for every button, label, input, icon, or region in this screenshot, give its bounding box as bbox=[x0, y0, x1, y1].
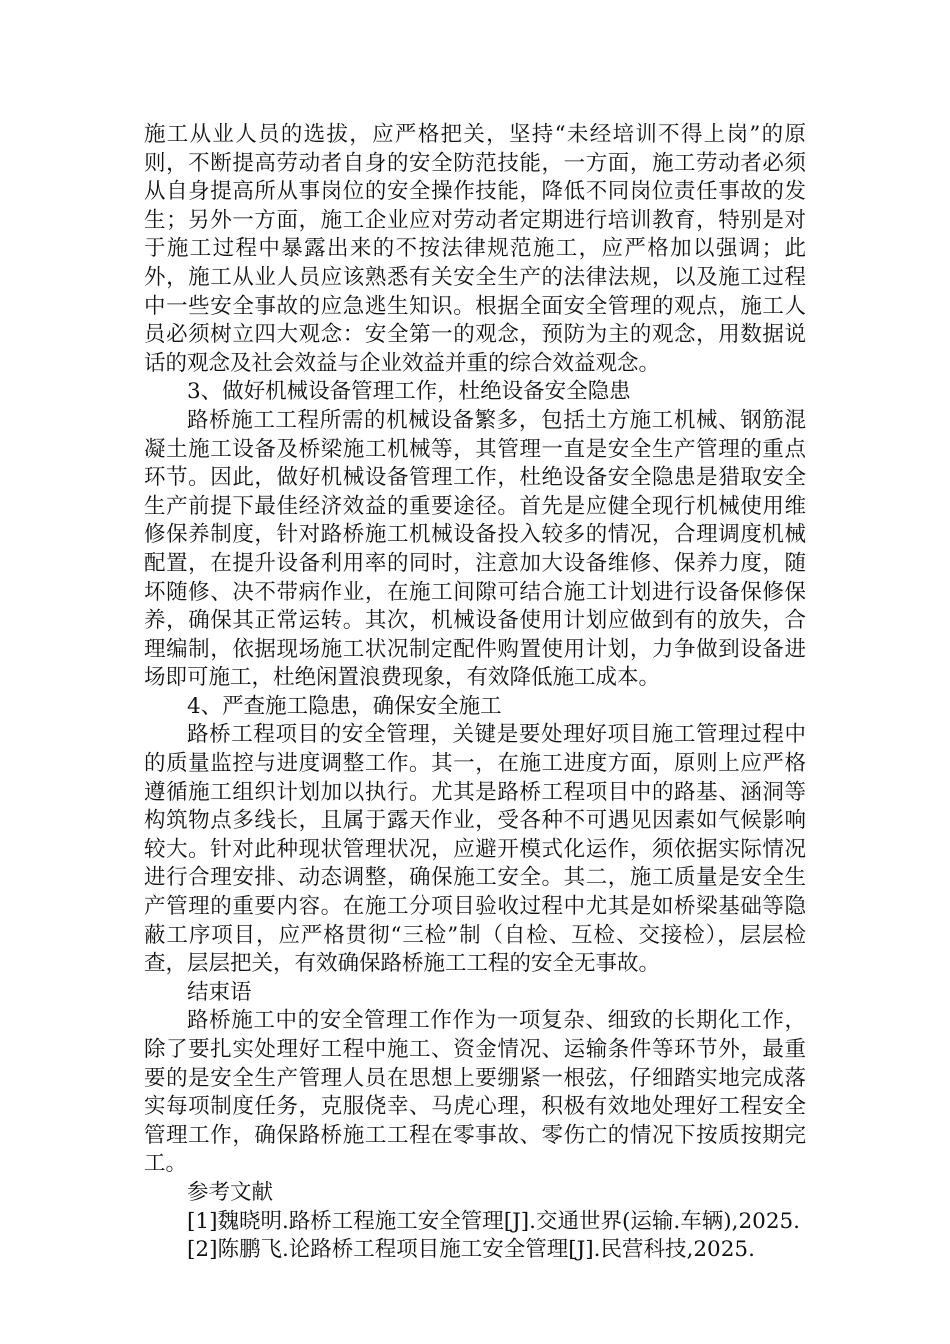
paragraph-training: 施工从业人员的选拔，应严格把关，坚持“未经培训不得上岗”的原则，不断提高劳动者自身的安全防范技能，一方面，施工劳动者必须从自身提高所从事岗位的安全操作技能，降低不同岗位责任事故的发生；另外一方面，施工企业应对劳动者定期进行培训教育，特别是对于施工过程中暴露出来的不按法律规范施工，应严格加以强调；此外，施工从业人员应该熟悉有关安全生产的法律法规，以及施工过程中一些安全事故的应急逃生知识。根据全面安全管理的观点，施工人员必须树立四大观念：安全第一的观念，预防为主的观念，用数据说话的观念及社会效益与企业效益并重的综合效益观念。 bbox=[144, 122, 806, 376]
document-page bbox=[144, 121, 806, 1265]
heading-references: 参考文献 bbox=[187, 1179, 274, 1205]
heading-machinery: 3、做好机械设备管理工作，杜绝设备安全隐患 bbox=[187, 379, 631, 405]
heading-hazards: 4、严查施工隐患，确保安全施工 bbox=[187, 693, 502, 719]
paragraph-hazards: 路桥工程项目的安全管理，关键是要处理好项目施工管理过程中的质量监控与进度调整工作。其一，在施工进度方面，原则上应严格遵循施工组织计划加以执行。尤其是路桥工程项目中的路基、涵洞等构筑物点多线长，且属于露天作业，受各种不可遇见因素如气候影响较大。针对此种现状管理状况，应避开模式化运作，须依据实际情况进行合理安排、动态调整，确保施工安全。其二，施工质量是安全生产管理的重要内容。在施工分项目验收过程中尤其是如桥梁基础等隐蔽工序项目，应严格贯彻“三检”制（自检、互检、交接检），层层检查，层层把关，有效确保路桥施工工程的安全无事故。 bbox=[144, 722, 806, 977]
reference-item: [2]陈鹏飞.论路桥工程项目施工安全管理[J].民营科技,2025. bbox=[187, 1237, 755, 1263]
heading-conclusion: 结束语 bbox=[187, 979, 252, 1005]
paragraph-conclusion: 路桥施工中的安全管理工作作为一项复杂、细致的长期化工作，除了要扎实处理好工程中施工、资金情况、运输条件等环节外，最重要的是安全生产管理人员在思想上要绷紧一根弦，仔细踏实地完成落实每项制度任务，克服侥幸、马虎心理，积极有效地处理好工程安全管理工作，确保路桥施工工程在零事故、零伤亡的情况下按质按期完工。 bbox=[144, 1008, 806, 1177]
reference-item: [1]魏晓明.路桥工程施工安全管理[J].交通世界(运输.车辆),2025. bbox=[187, 1208, 801, 1234]
paragraph-machinery: 路桥施工工程所需的机械设备繁多，包括土方施工机械、钢筋混凝土施工设备及桥梁施工机械等，其管理一直是安全生产管理的重点环节。因此，做好机械设备管理工作，杜绝设备安全隐患是猎取安全生产前提下最佳经济效益的重要途径。首先是应健全现行机械使用维修保养制度，针对路桥施工机械设备投入较多的情况，合理调度机械配置，在提升设备利用率的同时，注意加大设备维修、保养力度，随坏随修、决不带病作业，在施工间隙可结合施工计划进行设备保修保养，确保其正常运转。其次，机械设备使用计划应做到有的放失，合理编制，依据现场施工状况制定配件购置使用计划，力争做到设备进场即可施工，杜绝闲置浪费现象，有效降低施工成本。 bbox=[144, 407, 806, 691]
